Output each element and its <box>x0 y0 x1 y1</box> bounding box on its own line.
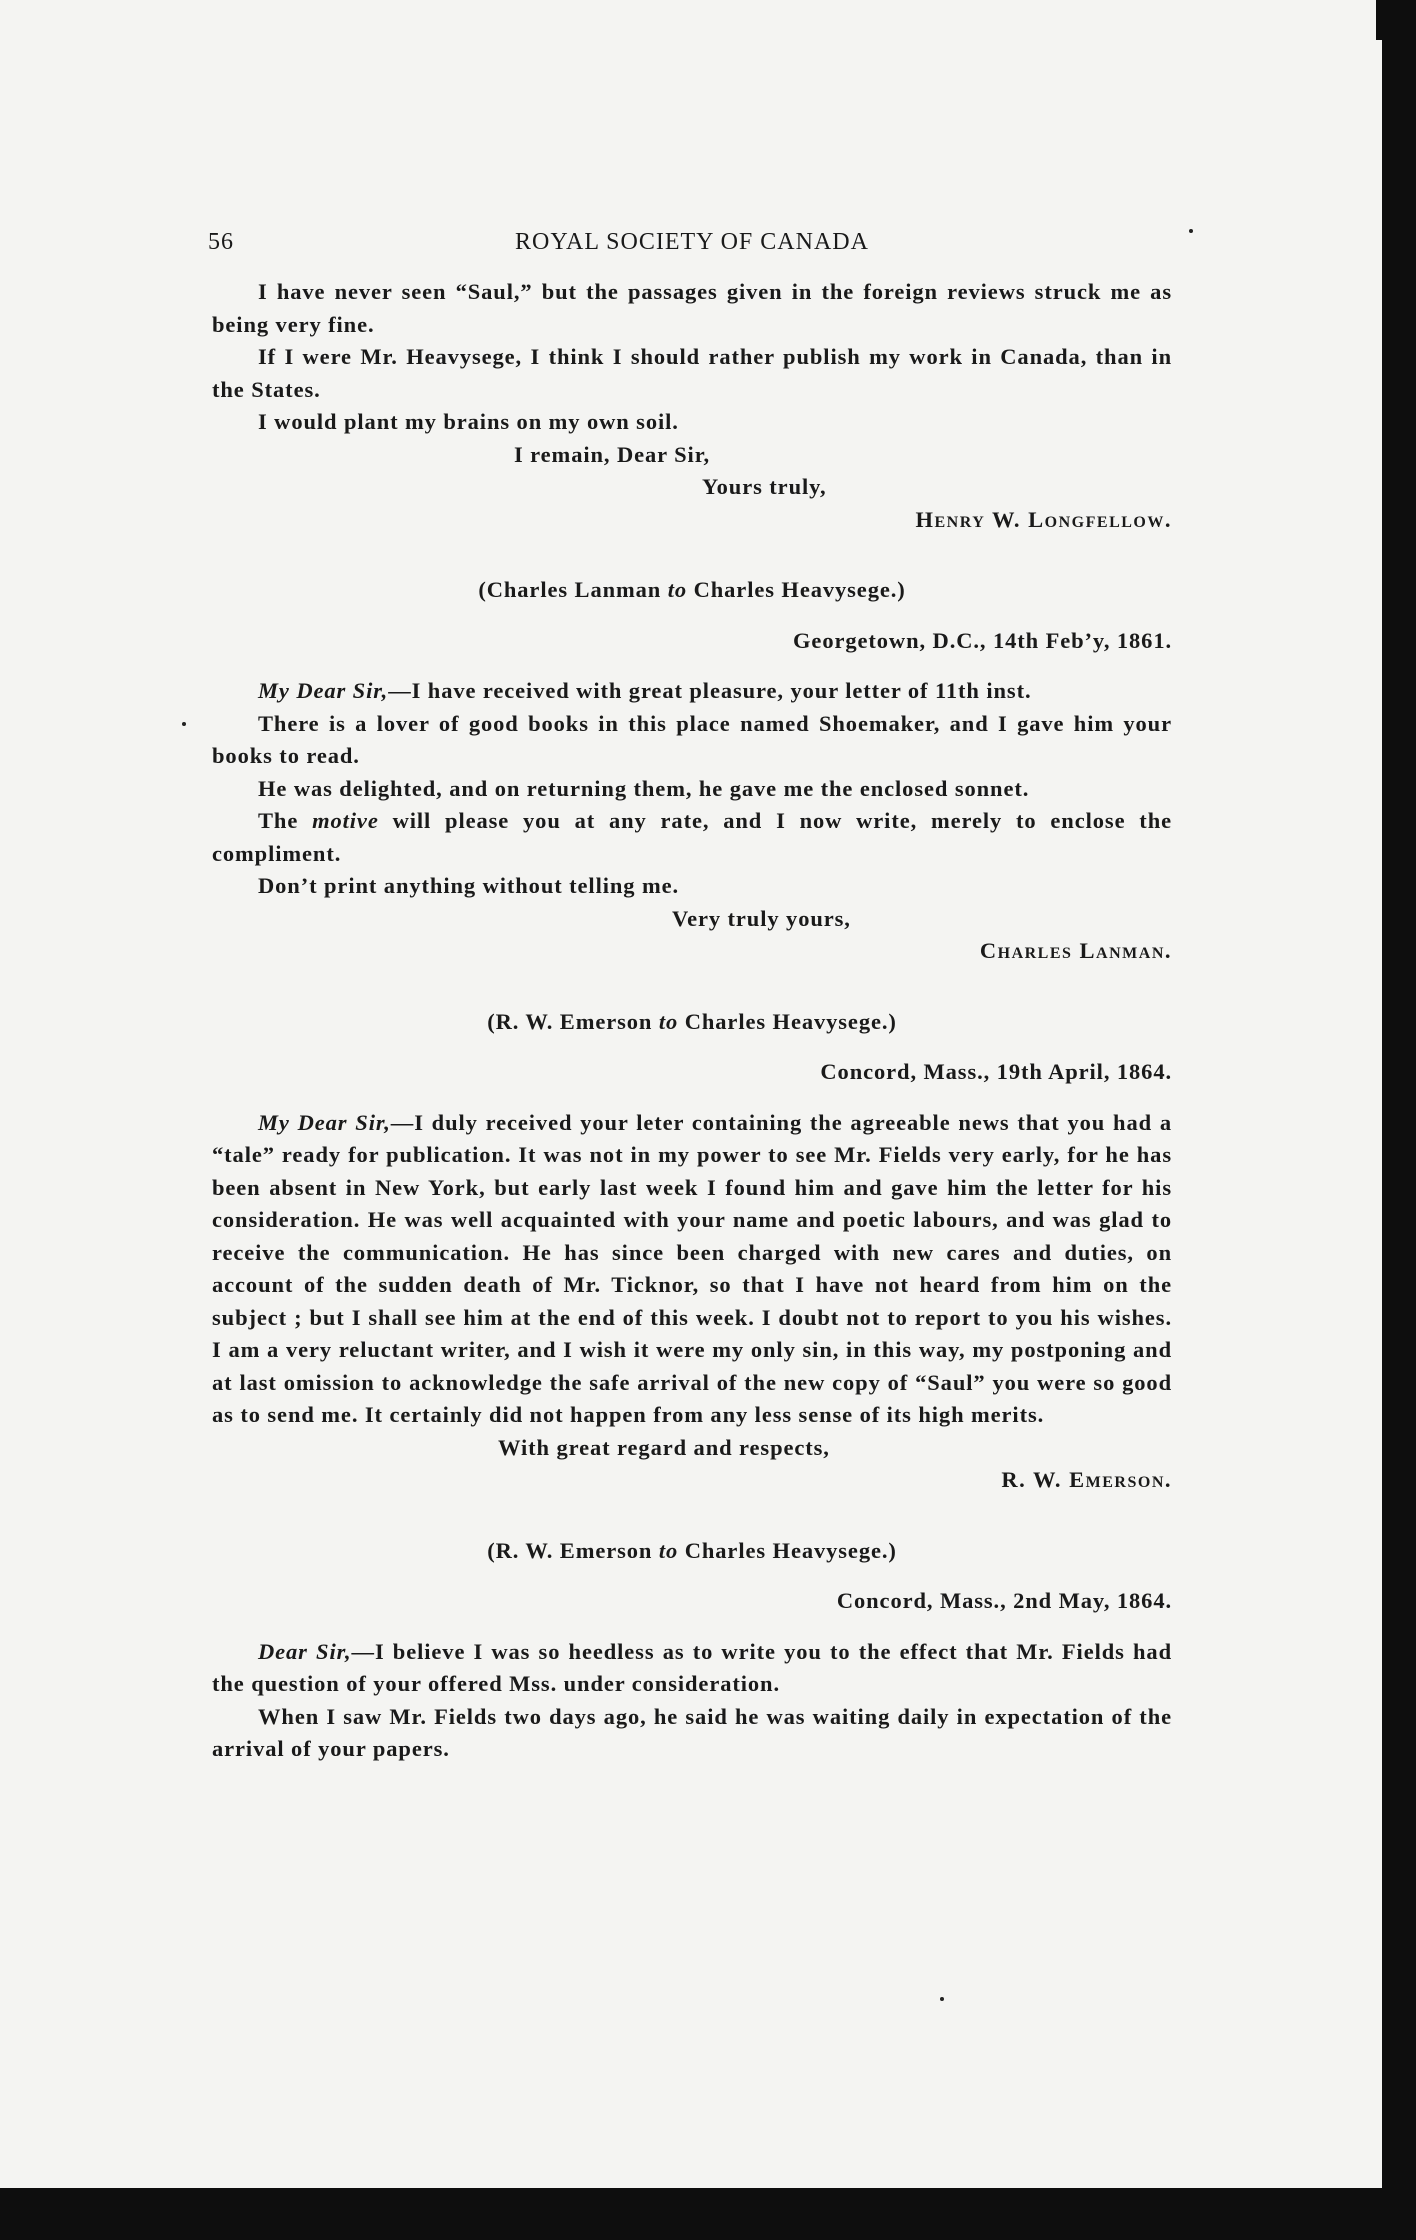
paragraph: I have never seen “Saul,” but the passages given in the foreign reviews struck me as being very fine. <box>212 279 1172 337</box>
paragraph: Dear Sir,—I believe I was so heedless as to write you to the effect that Mr. Fields had the question of your offered Mss. under consideration. <box>212 1638 1172 1696</box>
letter-emerson-may <box>212 1535 1172 1766</box>
paragraph: If I were Mr. Heavysege, I think I should rather publish my work in Canada, than in the States. <box>212 344 1172 402</box>
paragraph: When I saw Mr. Fields two days ago, he said he was waiting daily in expectation of the arrival of your papers. <box>212 1703 1172 1761</box>
running-title: ROYAL SOCIETY OF CANADA <box>515 229 869 255</box>
paragraph: My Dear Sir,—I duly received your leter containing the agreeable news that you had a “tale” ready for publication. It was not in my power to see Mr. Fields very early, for he has been absent in New York, but early last week I found him and gave him the letter for his consideration. He was well acquainted with your name and poetic labours, and was glad to receive the communication. He has since been charged with new cares and duties, on account of the sudden death of Mr. Ticknor, so that I have not heard from him on the subject ; but I shall see him at the end of this week. I doubt not to report to you his wishes. I am a very reluctant writer, and I wish it were my only sin, in this way, my postponing and at last omission to acknowledge the safe arrival of the new copy of “Saul” you were so good as to send me. It certainly did not happen from any less sense of its high merits. <box>212 1109 1172 1427</box>
paragraph: I would plant my brains on my own soil. <box>258 409 679 434</box>
scan-speck <box>182 722 186 726</box>
closing: Very truly yours, <box>672 905 851 931</box>
letter-longfellow <box>212 276 1172 536</box>
place-date: Georgetown, D.C., 14th Feb’y, 1861. <box>793 627 1172 653</box>
book-page <box>208 222 1172 1766</box>
scan-edge-bottom <box>0 2188 1416 2240</box>
paragraph: There is a lover of good books in this place named Shoemaker, and I gave him your books to read. <box>212 710 1172 768</box>
paragraph: The motive will please you at any rate, and I now write, merely to enclose the compliment. <box>212 808 1172 866</box>
page-number: 56 <box>208 229 234 255</box>
closing: I remain, Dear Sir, <box>514 441 711 467</box>
place-date: Concord, Mass., 19th April, 1864. <box>820 1059 1172 1084</box>
letter-heading: (R. W. Emerson to Charles Heavysege.) <box>487 1008 897 1034</box>
paragraph: He was delighted, and on returning them, he gave me the enclosed sonnet. <box>258 775 1030 801</box>
scan-speck <box>940 1997 944 2001</box>
signature: Henry W. Longfellow. <box>915 506 1172 532</box>
closing: Yours truly, <box>702 474 827 499</box>
running-header <box>208 222 1172 262</box>
paragraph: Don’t print anything without telling me. <box>258 873 680 898</box>
scan-speck <box>1189 229 1193 233</box>
scan-edge-right <box>1376 0 1416 2240</box>
letter-heading: (Charles Lanman to Charles Heavysege.) <box>478 577 906 602</box>
signature: Charles Lanman. <box>979 938 1172 963</box>
letter-heading: (R. W. Emerson to Charles Heavysege.) <box>487 1537 897 1563</box>
place-date: Concord, Mass., 2nd May, 1864. <box>836 1588 1172 1613</box>
letter-lanman <box>212 574 1172 968</box>
letter-emerson-april <box>212 1006 1172 1497</box>
salutation: My Dear Sir, <box>258 678 389 703</box>
paragraph: My Dear Sir,—I have received with great pleasure, your letter of 11th inst. <box>258 678 1032 703</box>
salutation: Dear Sir, <box>258 1638 352 1664</box>
closing: With great regard and respects, <box>498 1434 830 1460</box>
signature: R. W. Emerson. <box>1001 1467 1172 1492</box>
salutation: My Dear Sir, <box>258 1109 391 1135</box>
